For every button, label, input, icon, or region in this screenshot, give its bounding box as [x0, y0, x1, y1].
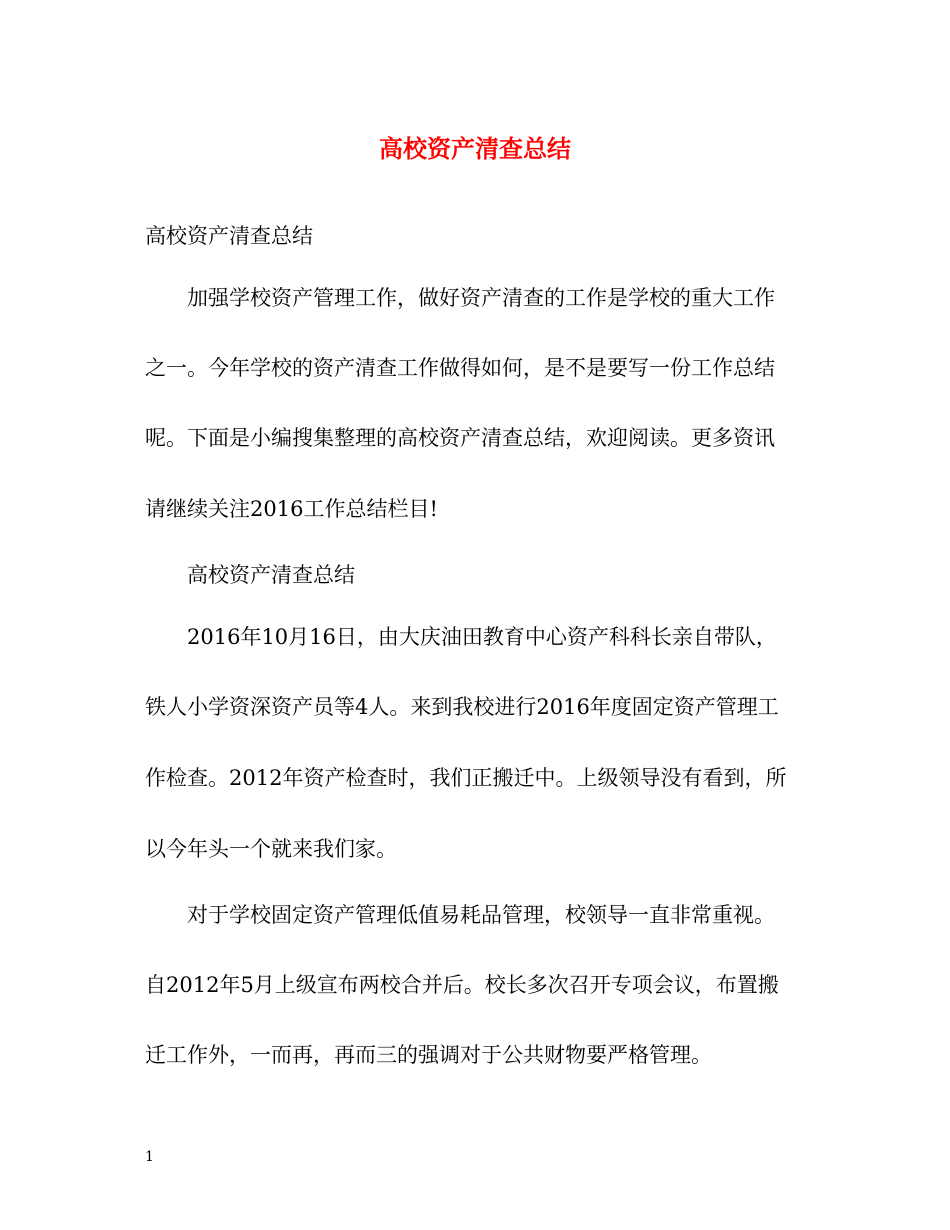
paragraph-line: 2016年10月16日，由大庆油田教育中心资产科科长亲自带队， [187, 625, 777, 649]
paragraph-line: 呢。下面是小编搜集整理的高校资产清查总结，欢迎阅读。更多资讯 [145, 426, 775, 450]
paragraph-line: 加强学校资产管理工作，做好资产清查的工作是学校的重大工作 [187, 286, 775, 310]
section-heading: 高校资产清查总结 [187, 563, 355, 587]
paragraph-line: 迁工作外，一而再，再而三的强调对于公共财物要严格管理。 [145, 1043, 712, 1067]
paragraph-line: 自2012年5月上级宣布两校合并后。校长多次召开专项会议，布置搬 [145, 973, 779, 997]
paragraph-line: 作检查。2012年资产检查时，我们正搬迁中。上级领导没有看到，所 [145, 766, 787, 790]
paragraph-line: 铁人小学资深资产员等4人。来到我校进行2016年度固定资产管理工 [145, 695, 779, 719]
paragraph-line: 对于学校固定资产管理低值易耗品管理，校领导一直非常重视。 [187, 903, 775, 927]
paragraph-line: 之一。今年学校的资产清查工作做得如何，是不是要写一份工作总结 [145, 356, 775, 380]
document-title: 高校资产清查总结 [379, 134, 571, 163]
subtitle-line: 高校资产清查总结 [145, 224, 313, 248]
page-number: 1 [145, 1149, 154, 1165]
paragraph-line: 以今年头一个就来我们家。 [145, 837, 397, 861]
paragraph-line: 请继续关注2016工作总结栏目! [145, 497, 438, 521]
